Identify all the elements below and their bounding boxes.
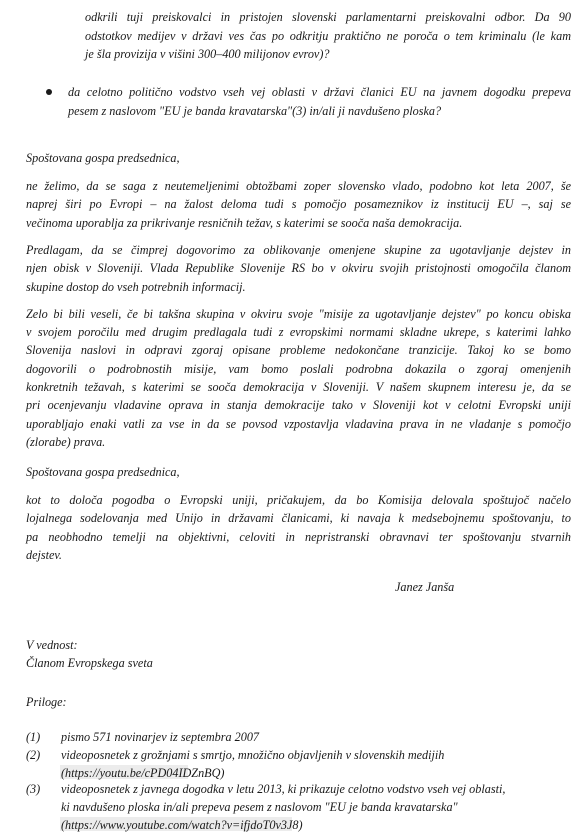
text-line: odkrili tuji preiskovalci in pristojen slovenski parlamentarni preiskovalni odbor. Da 90: [85, 10, 571, 24]
attachment-text: videoposnetek z grožnjami s smrtjo, množično objavljenih v slovenskih medijih: [61, 748, 445, 762]
bullet-icon: [46, 89, 52, 95]
text-line: pa neobhodno temelji na objektivni, celoviti in nepristranski obravnavi ter spoštovanju stvarnih: [26, 530, 571, 544]
attachment-text: pismo 571 novinarjev iz septembra 2007: [61, 730, 260, 744]
text-line: pri ocenjevanju vladavine oprava in stanja demokracije tako v Sloveniji kot v celotni Evropski uniji: [26, 398, 571, 412]
text-line: odstotkov medijev v državi ves čas po odkritju praktično ne poroča o tem kriminalu (le kam: [85, 29, 571, 43]
text-line: naprej širi po Evropi – na žalost deloma tudi s pomočjo posameznikov iz institucij EU –, saj se: [26, 197, 571, 211]
text-line: ne želimo, da se saga z neutemeljenimi obtožbami zoper slovensko vlado, podobno kot leta 2007, še: [26, 179, 571, 193]
attachment-text: videoposnetek z javnega dogodka v letu 2013, ki prikazuje celotno vodstvo vseh vej oblasti,: [61, 782, 506, 796]
text-line: večinoma uporablja za prikrivanje resničnih težav, s katerimi se sooča naša demokracija.: [26, 216, 463, 230]
attachment-link[interactable]: (https://www.youtube.com/watch?v=ifjdoT0v3J8): [61, 818, 303, 832]
signature: Janez Janša: [395, 580, 455, 594]
text-line: kot to določa pogodba o Evropski uniji, pričakujem, da bo Komisija delovala spoštujoč načelo: [26, 493, 571, 507]
text-line: pesem z naslovom "EU je banda kravatarska"(3) in/ali ji navdušeno ploska?: [68, 104, 442, 118]
text-line: v svojem poročilu med drugim predlagala tudi z evropskimi normami skladne ukrepe, s katerimi lahko: [26, 325, 571, 339]
text-line: uporabljajo enaki vatli za vse in da se povsod vzpostavlja vladavina prava in ne vladanje s pomočjo: [26, 417, 571, 431]
attachments-label: Priloge:: [26, 695, 67, 709]
attachment-text: ki navdušeno ploska in/ali prepeva pesem z naslovom "EU je banda kravatarska": [61, 800, 458, 814]
text-line: da celotno politično vodstvo vseh vej oblasti v državi članici EU na javnem dogodku prepeva: [68, 85, 571, 99]
text-line: njen obisk v Sloveniji. Vlada Republike Slovenije RS bo v okviru svojih pristojnosti omogočila članom: [26, 261, 571, 275]
text-line: lojalnega sodelovanja med Unijo in državami članicami, ki navaja k medsebojnemu spoštovanju, to: [26, 511, 571, 525]
salutation: Spoštovana gospa predsednica,: [26, 465, 180, 479]
text-line: Predlagam, da se čimprej dogovorimo za oblikovanje omenjene skupine za ugotavljanje dejstev in: [26, 243, 571, 257]
text-line: Slovenija naslovi in odpravi zgoraj opisane probleme nedokončane tranzicije. Takoj ko se bomo: [26, 343, 571, 357]
text-line: dejstev.: [26, 548, 62, 562]
attachment-link[interactable]: (https://youtu.be/cPD04IDZnBQ): [61, 766, 225, 780]
attachment-number: (1): [26, 730, 41, 744]
text-line: konkretnih težavah, s katerimi se sooča demokracija v Sloveniji. V našem skupnem interesu je, da se: [26, 380, 571, 394]
attachment-number: (2): [26, 748, 41, 762]
text-line: (zlorabe) prava.: [26, 435, 106, 449]
text-line: skupine dostop do vseh potrebnih informacij.: [26, 280, 246, 294]
attachment-number: (3): [26, 782, 41, 796]
cc-label: V vednost:: [26, 638, 78, 652]
salutation: Spoštovana gospa predsednica,: [26, 151, 180, 165]
text-line: dogovorili o podrobnostih misije, vam bomo poslali podrobna dokazila o zgoraj omenjenih: [26, 362, 571, 376]
cc-value: Članom Evropskega sveta: [26, 656, 153, 670]
text-line: Zelo bi bili veseli, če bi takšna skupina v okviru svoje "misije za ugotavljanje dejstev" po koncu obiska: [26, 307, 571, 321]
text-line: je šla provizija v višini 300–400 milijonov evrov)?: [85, 47, 330, 61]
